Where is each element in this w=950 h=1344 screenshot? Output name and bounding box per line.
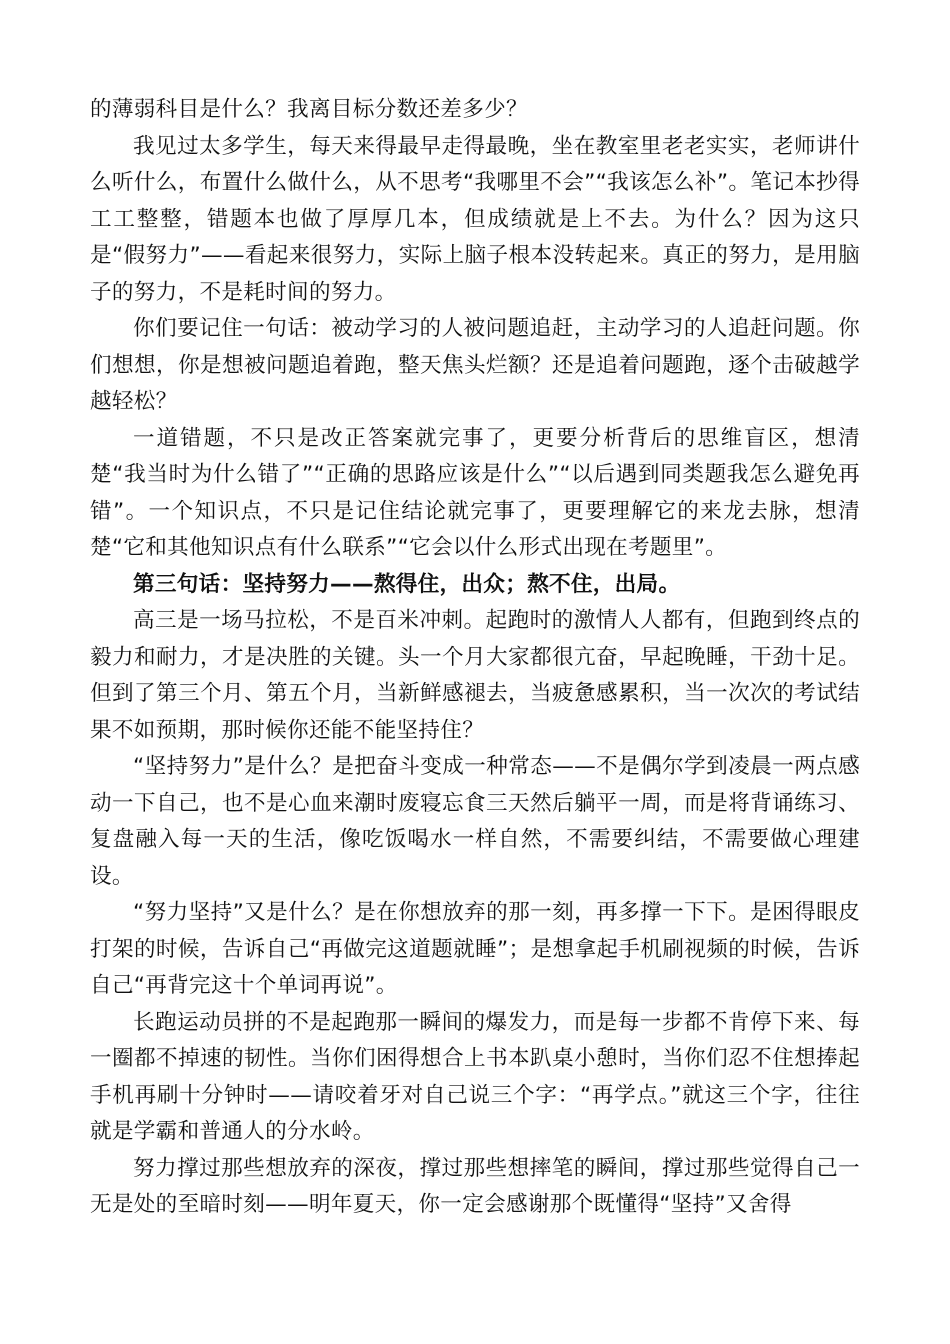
section-heading-third: 第三句话：坚持努力——熬得住，出众；熬不住，出局。 (133, 571, 681, 597)
paragraph-8: 长跑运动员拼的不是起跑那一瞬间的爆发力，而是每一步都不肯停下来、每一圈都不掉速的韧性。当你们困得想合上书本趴桌小憩时，当你们忍不住想捧起手机再刷十分钟时——请咬着牙对自己说三个字：“再学点。”就这三个字，往往就是学霸和普通人的分水岭。 (90, 1009, 860, 1144)
paragraph-4: 一道错题，不只是改正答案就完事了，更要分析背后的思维盲区，想清楚“我当时为什么错了”“正确的思路应该是什么”“以后遇到同类题我怎么避免再错”。一个知识点，不只是记住结论就完事了，更要理解它的来龙去脉，想清楚“它和其他知识点有什么联系”“它会以什么形式出现在考题里”。 (90, 425, 860, 560)
document-page (90, 92, 860, 1224)
paragraph-2: 我见过太多学生，每天来得最早走得最晚，坐在教室里老老实实，老师讲什么听什么，布置什么做什么，从不思考“我哪里不会”“我该怎么补”。笔记本抄得工工整整，错题本也做了厚厚几本，但成绩就是上不去。为什么？因为这只是“假努力”——看起来很努力，实际上脑子根本没转起来。真正的努力，是用脑子的努力，不是耗时间的努力。 (90, 133, 860, 305)
paragraph-5: 高三是一场马拉松，不是百米冲刺。起跑时的激情人人都有，但跑到终点的毅力和耐力，才是决胜的关键。头一个月大家都很亢奋，早起晚睡，干劲十足。但到了第三个月、第五个月，当新鲜感褪去，当疲惫感累积，当一次次的考试结果不如预期，那时候你还能不能坚持住？ (90, 608, 860, 743)
paragraph-6: “坚持努力”是什么？是把奋斗变成一种常态——不是偶尔学到凌晨一两点感动一下自己，也不是心血来潮时废寝忘食三天然后躺平一周，而是将背诵练习、复盘融入每一天的生活，像吃饭喝水一样自然，不需要纠结，不需要做心理建设。 (90, 754, 860, 889)
paragraph-1: 的薄弱科目是什么？我离目标分数还差多少？ (90, 97, 528, 122)
paragraph-7: “努力坚持”又是什么？是在你想放弃的那一刻，再多撑一下下。是困得眼皮打架的时候，告诉自己“再做完这道题就睡”；是想拿起手机刷视频的时候，告诉自己“再背完这十个单词再说”。 (90, 900, 860, 998)
paragraph-3: 你们要记住一句话：被动学习的人被问题追赶，主动学习的人追赶问题。你们想想，你是想被问题追着跑，整天焦头烂额？还是追着问题跑，逐个击破越学越轻松？ (90, 316, 860, 414)
paragraph-9: 努力撑过那些想放弃的深夜，撑过那些想摔笔的瞬间，撑过那些觉得自己一无是处的至暗时刻——明年夏天，你一定会感谢那个既懂得“坚持”又舍得 (90, 1155, 860, 1217)
